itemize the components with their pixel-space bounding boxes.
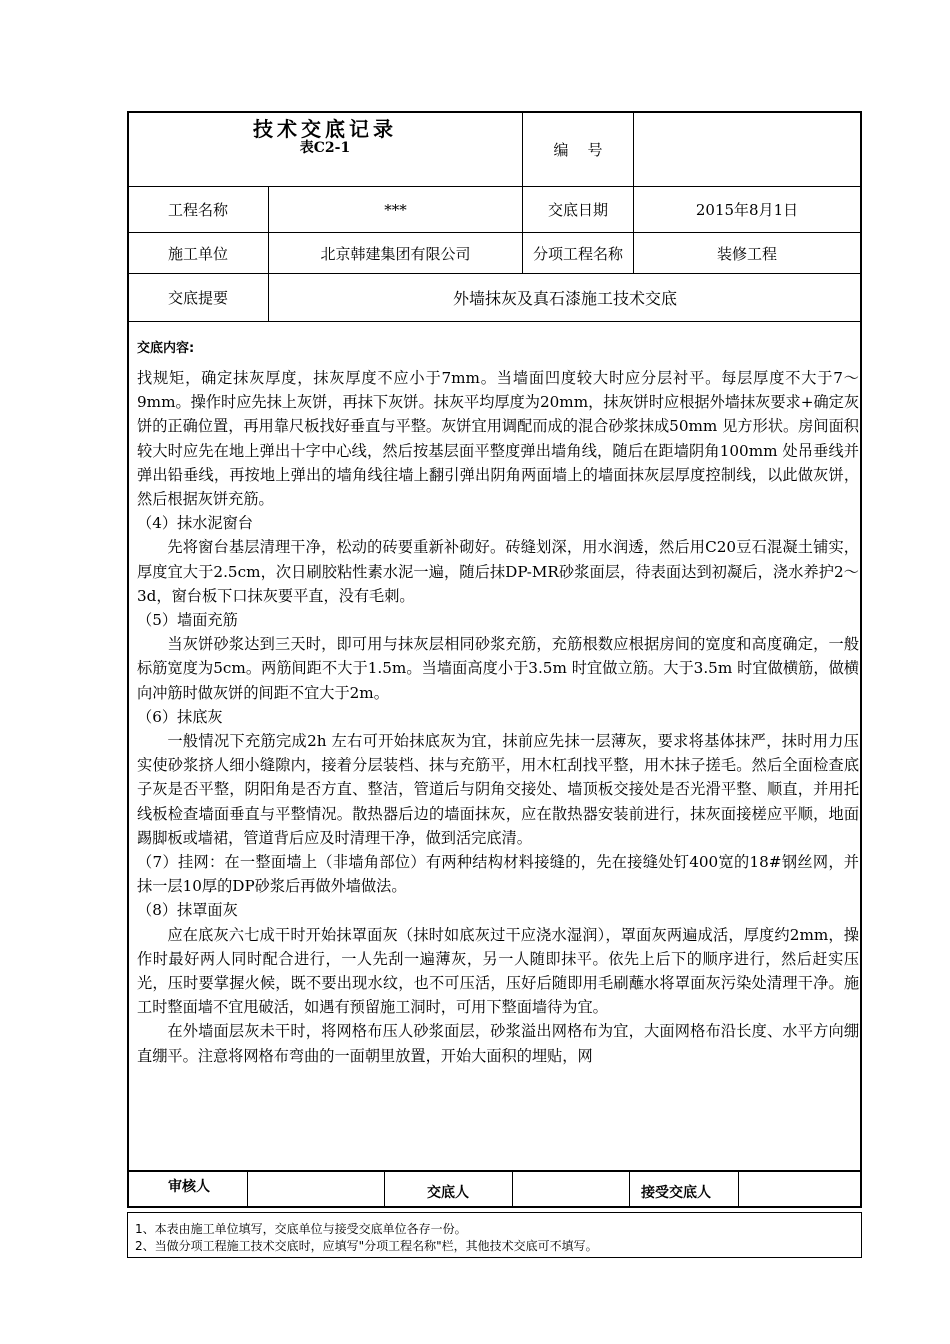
form-number: 表C2-1	[299, 140, 351, 156]
content-paragraph: 应在底灰六七成干时开始抹罩面灰（抹时如底灰过干应浇水湿润），罩面灰两遍成活，厚度约2mm，操作时最好两人同时配合进行，一人先刮一遍薄灰，另一人随即抹平。依先上后下的顺序进行，然后赶实压光，压时要掌握火候，既不要出现水纹，也不可压活，压好后随即用毛刷蘸水将罩面灰污染处清理干净。施工时整面墙不宜甩破活，如遇有预留施工洞时，可用下整面墙待为宜。	[137, 925, 859, 1017]
presenter-label: 交底人	[427, 1185, 469, 1201]
note-line: 1、本表由施工单位填写，交底单位与接受交底单位各存一份。	[135, 1222, 467, 1236]
date-value[interactable]: 2015年8月1日	[695, 201, 799, 219]
col-divider	[629, 1171, 630, 1207]
content-heading: （6）抹底灰	[137, 707, 223, 726]
content-paragraph: （7）挂网：在一整面墙上（非墙角部位）有两种结构材料接缝的，先在接缝处钉400宽的18#钢丝网，并抹一层10厚的DP砂浆后再做外墙做法。	[137, 853, 859, 896]
note-line: 2、当做分项工程施工技术交底时，应填写"分项工程名称"栏，其他技术交底可不填写。	[135, 1239, 598, 1253]
content-label: 交底内容:	[137, 341, 195, 356]
content-paragraph: 当灰饼砂浆达到三天时，即可用与抹灰层相同砂浆充筋，充筋根数应根据房间的宽度和高度确定，一般标筋宽度为5cm。两筋间距不大于1.5m。当墙面高度小于3.5m 时宜做立筋。大于3.5m 时宜做横筋，做横向冲筋时做灰饼的间距不宜大于2m。	[137, 635, 859, 702]
row-divider	[128, 321, 861, 322]
presenter-value[interactable]	[516, 1176, 626, 1202]
content-paragraph: 在外墙面层灰未干时，将网格布压人砂浆面层，砂浆溢出网格布为宜，大面网格布沿长度、水平方向绷直绷平。注意将网格布弯曲的一面朝里放置，开始大面积的埋贴，网	[137, 1022, 859, 1065]
row-divider	[128, 1170, 861, 1172]
reviewer-label: 审核人	[168, 1179, 210, 1195]
reviewer-value[interactable]	[252, 1176, 380, 1202]
summary-label: 交底提要	[167, 289, 228, 307]
content-body	[137, 366, 859, 1166]
subproject-value[interactable]: 装修工程	[716, 244, 777, 263]
project-name-value[interactable]: ***	[384, 200, 407, 219]
date-label: 交底日期	[547, 201, 608, 219]
content-heading: （5）墙面充筋	[137, 611, 238, 630]
project-name-label: 工程名称	[167, 201, 228, 219]
col-divider	[512, 1171, 513, 1207]
col-divider	[384, 1171, 385, 1207]
col-divider	[738, 1171, 739, 1207]
receiver-label: 接受交底人	[641, 1185, 711, 1201]
col-divider	[247, 1171, 248, 1207]
form-title: 技术交底记录	[253, 117, 397, 141]
summary-value[interactable]: 外墙抹灰及真石漆施工技术交底	[452, 289, 677, 308]
unit-value[interactable]: 北京韩建集团有限公司	[320, 244, 471, 263]
unit-label: 施工单位	[167, 244, 228, 263]
content-paragraph: 一般情况下充筋完成2h 左右可开始抹底灰为宜，抹前应先抹一层薄灰，要求将基体抹严，抹时用力压实使砂浆挤人细小缝隙内，接着分层装档、抹与充筋平，用木杠刮找平整，用木抹子搓毛。然后全面检查底子灰是否平整，阴阳角是否方直、整洁，管道后与阴角交接处、墙顶板交接处是否光滑平整、顺直，并用托线板检查墙面垂直与平整情况。散热器后边的墙面抹灰，应在散热器安装前进行，抹灰面接槎应平顺，地面踢脚板或墙裙，管道背后应及时清理干净，做到活完底清。	[137, 732, 859, 847]
number-label: 编 号	[553, 140, 603, 159]
number-value-field[interactable]	[634, 112, 860, 186]
receiver-value[interactable]	[742, 1176, 857, 1202]
content-heading: （8）抹罩面灰	[137, 901, 238, 920]
content-heading: （4）抹水泥窗台	[137, 514, 253, 533]
subproject-label: 分项工程名称	[532, 244, 623, 263]
content-paragraph: 先将窗台基层清理干净，松动的砖要重新补砌好。砖缝划深，用水润透，然后用C20豆石混凝土铺实，厚度宜大于2.5cm，次日刷胶粘性素水泥一遍，随后抹DP-MR砂浆面层，待表面达到初凝后，浇水养护2～3d，窗台板下口抹灰要平直，没有毛刺。	[137, 538, 859, 605]
content-paragraph: 找规矩，确定抹灰厚度，抹灰厚度不应小于7mm。当墙面凹度较大时应分层衬平。每层厚度不大于7～9mm。操作时应先抹上灰饼，再抹下灰饼。抹灰平均厚度为20mm，抹灰饼时应根据外墙抹灰要求+确定灰饼的正确位置，再用靠尺板找好垂直与平整。灰饼宜用调配而成的混合砂浆抹成50mm 见方形状。房间面积较大时应先在地上弹出十字中心线，然后按基层面平整度弹出墙角线，随后在距墙阴角100mm 处吊垂线并弹出铅垂线，再按地上弹出的墙角线往墙上翻引弹出阴角两面墙上的墙面抹灰层厚度控制线，以此做灰饼，然后根据灰饼充筋。	[137, 369, 859, 509]
